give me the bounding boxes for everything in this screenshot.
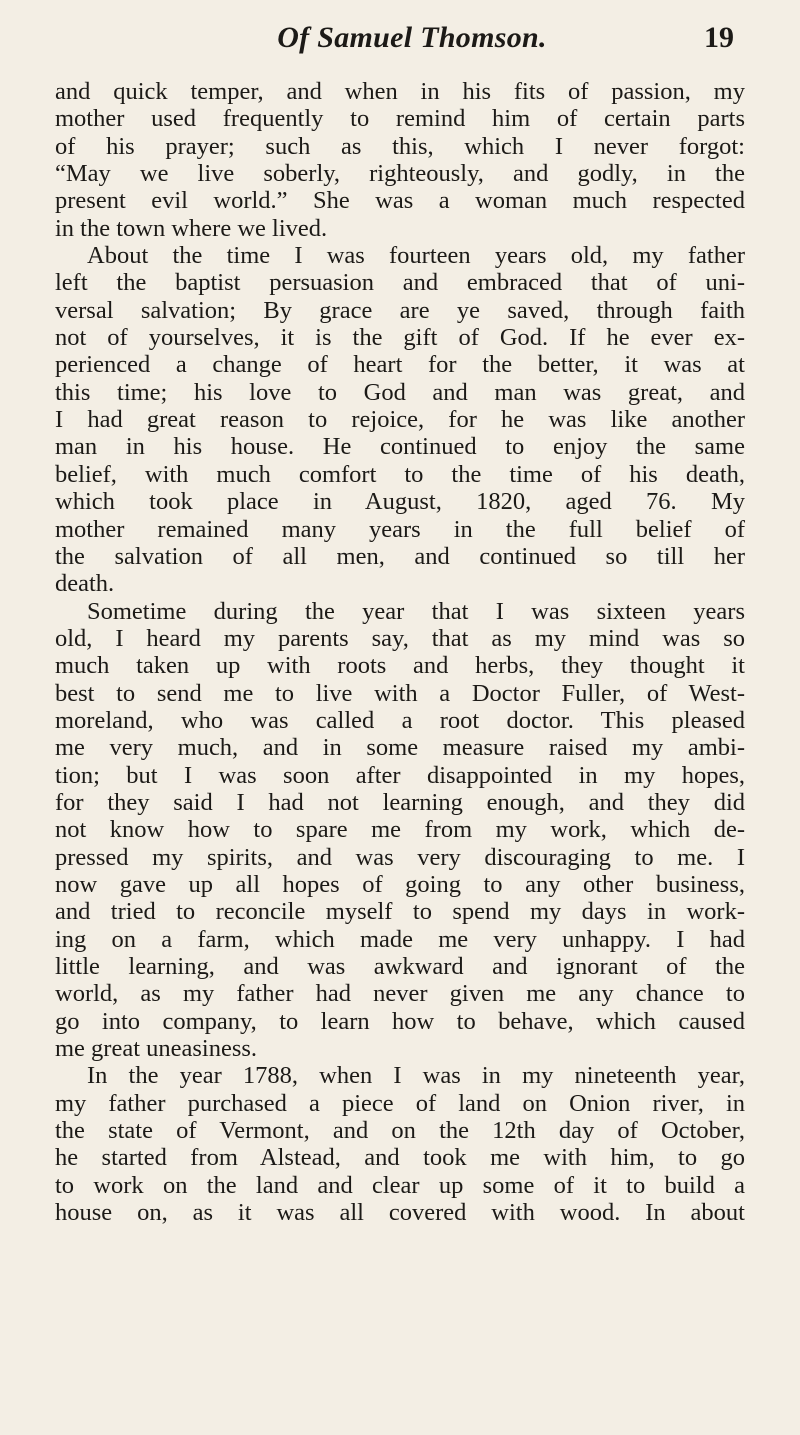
text-line: this time; his love to God and man was great, and [55,378,745,406]
text-line: mother used frequently to remind him of certain parts [55,105,745,133]
text-line: present evil world.” She was a woman much respected [55,187,745,215]
text-line: my father purchased a piece of land on Onion river, in [55,1089,745,1117]
text-line: belief, with much comfort to the time of his death, [55,460,745,488]
text-line: pressed my spirits, and was very discouraging to me. I [55,843,745,871]
text-line: now gave up all hopes of going to any other business, [55,870,745,898]
text-line: “May we live soberly, righteously, and godly, in the [55,160,745,188]
text-line: tion; but I was soon after disappointed in my hopes, [55,761,745,789]
text-line: not of yourselves, it is the gift of God. If he ever ex- [55,324,745,352]
text-line: to work on the land and clear up some of it to build a [55,1171,745,1199]
page-number: 19 [704,21,734,54]
text-line: the salvation of all men, and continued so till her [55,542,745,570]
text-line: and quick temper, and when in his fits of passion, my [55,78,745,105]
text-line: versal salvation; By grace are ye saved, through faith [55,296,745,324]
text-line: old, I heard my parents say, that as my mind was so [55,624,745,652]
text-line: Sometime during the year that I was sixteen years [87,597,745,625]
text-line: for they said I had not learning enough, and they did [55,788,745,816]
text-line: go into company, to learn how to behave, which caused [55,1007,745,1035]
text-line: me great uneasiness. [55,1035,258,1063]
text-line: in the town where we lived. [55,214,328,242]
text-line: house on, as it was all covered with wood. In about [55,1199,745,1227]
text-line: best to send me to live with a Doctor Fuller, of West- [55,679,745,707]
text-line: In the year 1788, when I was in my nineteenth year, [87,1062,745,1090]
text-line: man in his house. He continued to enjoy the same [55,433,745,461]
text-line: which took place in August, 1820, aged 76. My [55,488,745,516]
text-line: I had great reason to rejoice, for he was like another [55,406,745,434]
text-line: left the baptist persuasion and embraced that of uni- [55,269,745,297]
text-line: and tried to reconcile myself to spend my days in work- [55,898,745,926]
text-line: not know how to spare me from my work, which de- [55,816,745,844]
text-line: much taken up with roots and herbs, they thought it [55,652,745,680]
text-line: world, as my father had never given me any chance to [55,980,745,1008]
running-head [82,18,742,58]
text-line: mother remained many years in the full belief of [55,515,745,543]
text-line: About the time I was fourteen years old, my father [87,242,745,270]
text-line: me very much, and in some measure raised my ambi- [55,734,745,762]
text-line: perienced a change of heart for the better, it was at [55,351,745,379]
running-title: Of Samuel Thomson. [277,21,547,54]
text-line: little learning, and was awkward and ignorant of the [55,953,745,980]
text-line: death. [55,570,115,598]
text-line: ing on a farm, which made me very unhappy. I had [55,925,745,953]
text-line: of his prayer; such as this, which I never forgot: [55,132,745,160]
text-line: moreland, who was called a root doctor. This pleased [55,706,745,734]
text-line: he started from Alstead, and took me with him, to go [55,1144,745,1172]
body-text [55,78,745,1226]
text-line: the state of Vermont, and on the 12th day of October, [55,1117,745,1145]
